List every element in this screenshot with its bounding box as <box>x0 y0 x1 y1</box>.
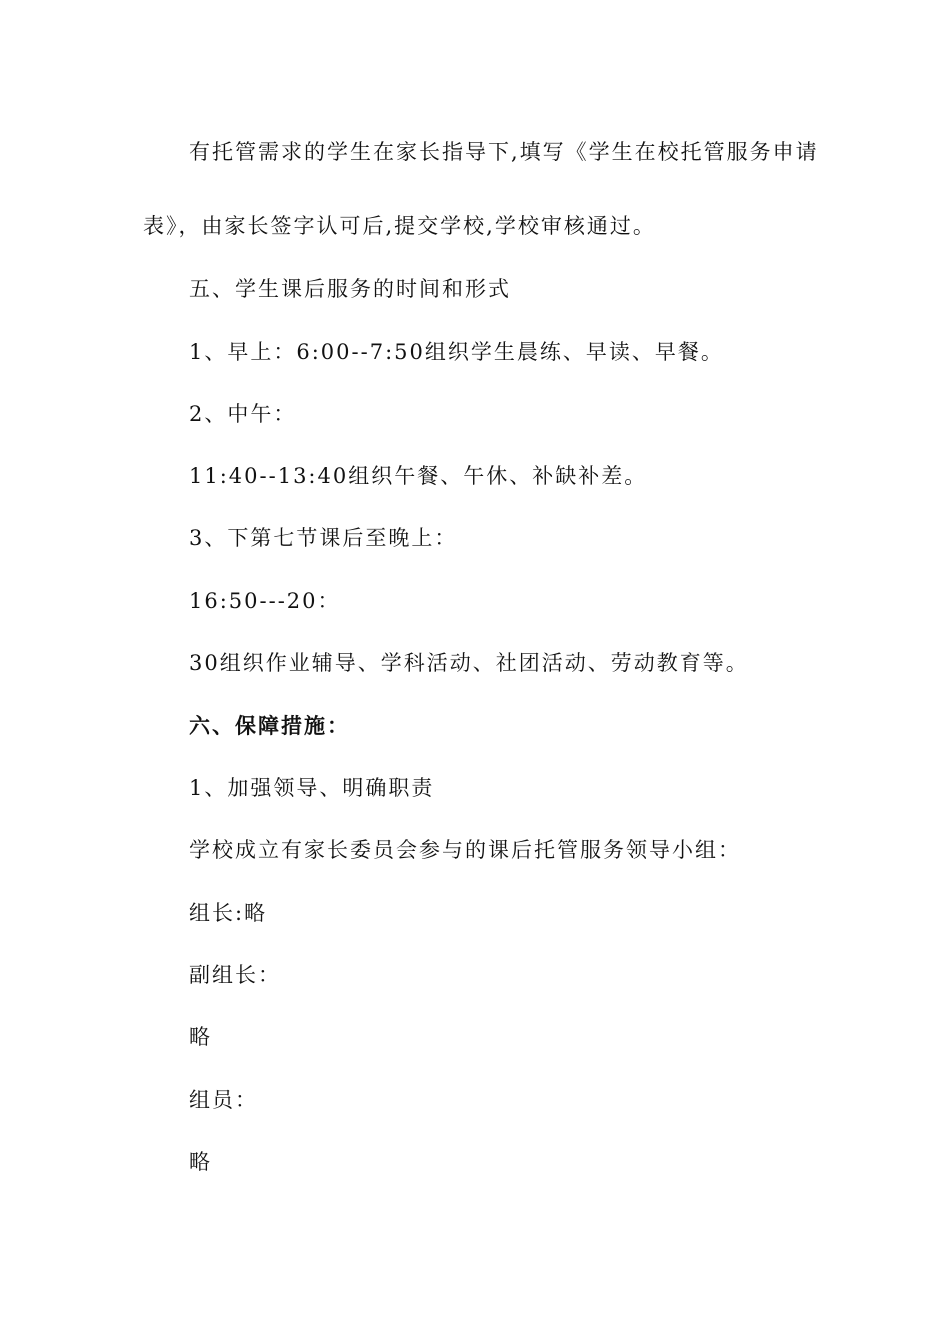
paragraph-line: 组长:略 <box>189 901 268 925</box>
paragraph-line: 略 <box>189 1025 212 1049</box>
paragraph-line: 11:40--13:40组织午餐、午休、补缺补差。 <box>189 464 648 488</box>
paragraph-line: 略 <box>189 1150 212 1174</box>
paragraph-line: 学校成立有家长委员会参与的课后托管服务领导小组： <box>189 838 741 862</box>
list-item: 1、早上：6:00--7:50组织学生晨练、早读、早餐。 <box>189 340 724 364</box>
paragraph-line: 30组织作业辅导、学科活动、社团活动、劳动教育等。 <box>189 651 749 675</box>
section-heading: 五、学生课后服务的时间和形式 <box>189 277 511 301</box>
section-heading: 六、保障措施： <box>189 713 350 738</box>
list-item: 2、中午： <box>189 402 297 426</box>
paragraph-line: 表》，由家长签字认可后,提交学校,学校审核通过。 <box>143 214 656 238</box>
paragraph-line: 副组长： <box>189 963 281 987</box>
paragraph-line: 组员： <box>189 1088 258 1112</box>
list-item: 1、加强领导、明确职责 <box>189 776 435 800</box>
paragraph-line: 16:50---20： <box>189 589 341 613</box>
list-item: 3、下第七节课后至晚上： <box>189 526 458 550</box>
paragraph-line: 有托管需求的学生在家长指导下,填写《学生在校托管服务申请 <box>189 140 819 164</box>
